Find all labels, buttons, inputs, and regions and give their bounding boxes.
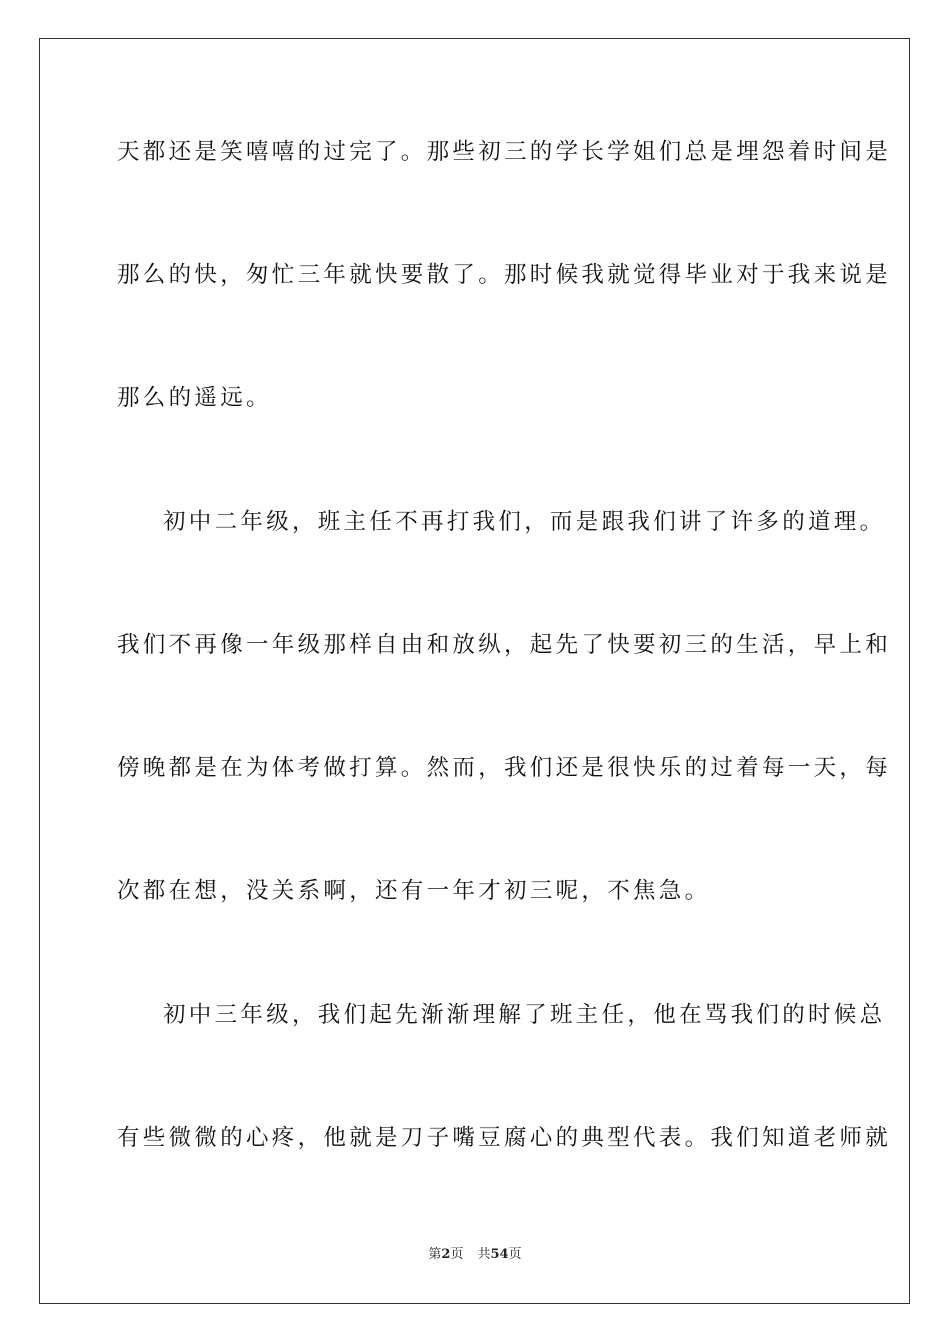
page-prefix: 第 <box>428 1247 442 1262</box>
text-line: 有些微微的心疼，他就是刀子嘴豆腐心的典型代表。我们知道老师就 <box>117 1125 892 1151</box>
text-line: 次都在想，没关系啊，还有一年才初三呢，不焦急。 <box>117 878 711 904</box>
total-suffix: 页 <box>508 1247 522 1262</box>
text-line: 那么的遥远。 <box>117 385 272 411</box>
page-suffix: 页 <box>450 1247 464 1262</box>
text-line: 傍晚都是在为体考做打算。然而，我们还是很快乐的过着每一天，每 <box>117 755 892 781</box>
page-border <box>39 38 910 1304</box>
page-footer <box>0 1246 950 1264</box>
total-pages: 54 <box>490 1247 509 1262</box>
paragraph-first-line: 初中二年级，班主任不再打我们，而是跟我们讲了许多的道理。 <box>163 509 886 535</box>
paragraph-first-line: 初中三年级，我们起先渐渐理解了班主任，他在骂我们的时候总 <box>163 1002 886 1028</box>
total-prefix: 共 <box>477 1247 491 1262</box>
text-line: 天都还是笑嘻嘻的过完了。那些初三的学长学姐们总是埋怨着时间是 <box>117 139 892 165</box>
text-line: 我们不再像一年级那样自由和放纵，起先了快要初三的生活，早上和 <box>117 632 892 658</box>
page-number: 2 <box>441 1247 451 1262</box>
text-line: 那么的快，匆忙三年就快要散了。那时候我就觉得毕业对于我来说是 <box>117 262 892 288</box>
